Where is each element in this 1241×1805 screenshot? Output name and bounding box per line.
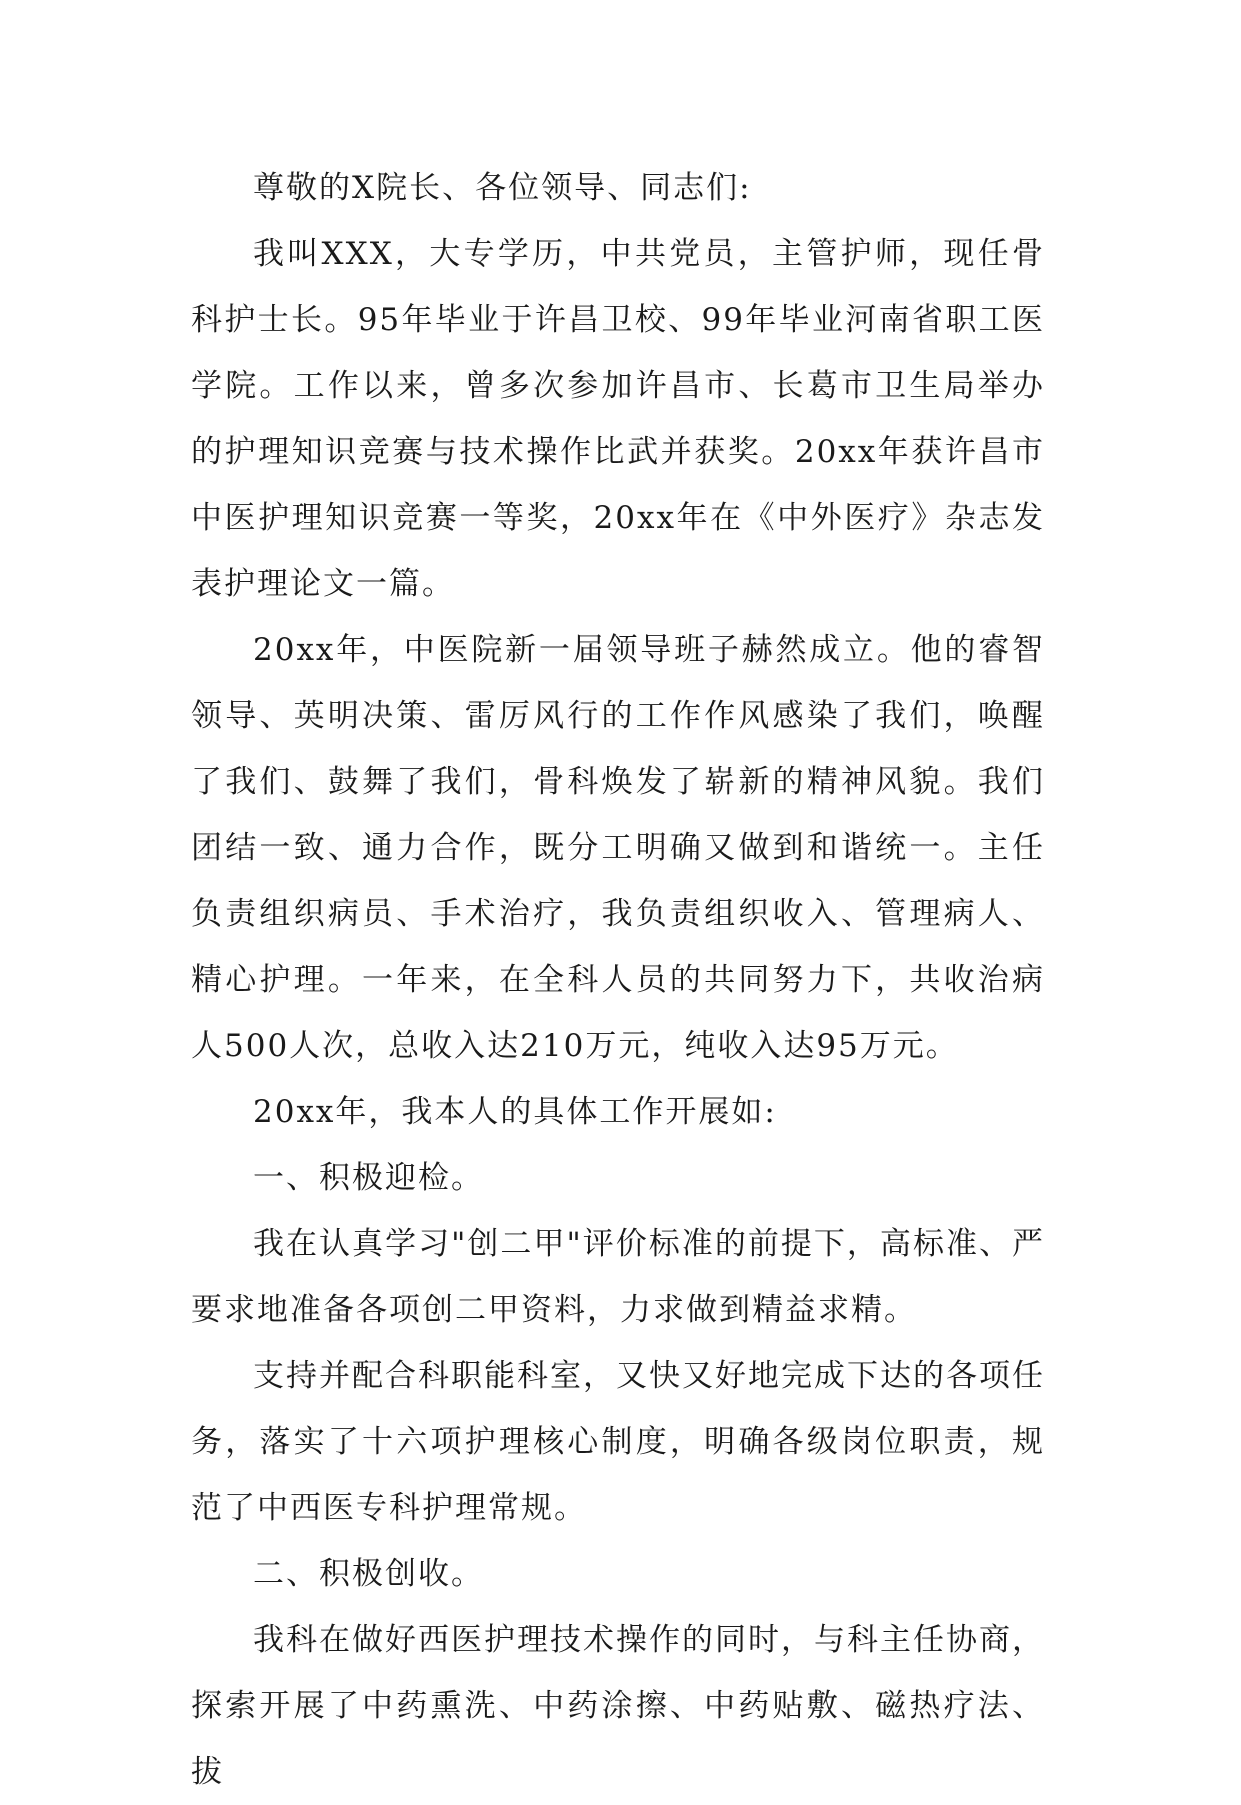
paragraph-support-cooperation: 支持并配合科职能科室，又快又好地完成下达的各项任务，落实了十六项护理核心制度，明确各级岗位职责，规范了中西医专科护理常规。 [191,1358,1045,1526]
paragraph-work-intro: 20xx年，我本人的具体工作开展如: [253,1094,777,1130]
paragraph-inspection-prep: 我在认真学习"创二甲"评价标准的前提下，高标准、严要求地准备各项创二甲资料，力求做到精益求精。 [191,1226,1045,1328]
section-heading-2: 二、积极创收。 [253,1556,484,1592]
section-heading-1: 一、积极迎检。 [253,1160,484,1196]
document-body [191,155,1045,1805]
paragraph-self-introduction: 我叫XXX，大专学历，中共党员，主管护师，现任骨科护士长。95年毕业于许昌卫校、99年毕业河南省职工医学院。工作以来，曾多次参加许昌市、长葛市卫生局举办的护理知识竞赛与技术操作比武并获奖。20xx年获许昌市中医护理知识竞赛一等奖，20xx年在《中外医疗》杂志发表护理论文一篇。 [191,236,1045,602]
salutation: 尊敬的X院长、各位领导、同志们: [253,170,752,206]
paragraph-department-overview: 20xx年，中医院新一届领导班子赫然成立。他的睿智领导、英明决策、雷厉风行的工作作风感染了我们，唤醒了我们、鼓舞了我们，骨科焕发了崭新的精神风貌。我们团结一致、通力合作，既分工明确又做到和谐统一。主任负责组织病员、手术治疗，我负责组织收入、管理病人、精心护理。一年来，在全科人员的共同努力下，共收治病人500人次，总收入达210万元，纯收入达95万元。 [191,632,1045,1064]
paragraph-revenue: 我科在做好西医护理技术操作的同时，与科主任协商，探索开展了中药熏洗、中药涂擦、中药贴敷、磁热疗法、拔 [191,1622,1045,1790]
